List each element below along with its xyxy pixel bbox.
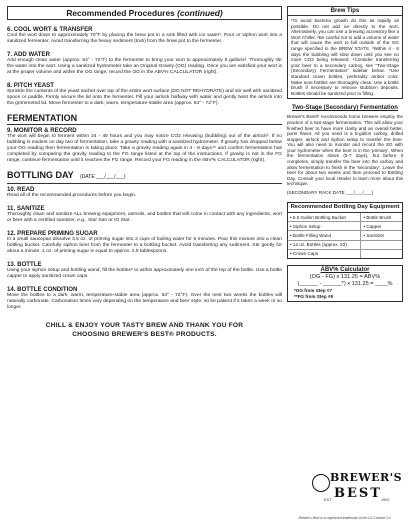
- brew-tips-box: [287, 6, 403, 99]
- equipment-item: • Bottle Filling Wand: [288, 231, 361, 240]
- step-8-heading: 8. PITCH YEAST: [7, 82, 54, 89]
- equipment-item: [361, 240, 402, 249]
- equipment-item: • 12 oz. Bottles (approx. 53): [288, 240, 361, 249]
- equipment-item: • 6.5 Gallon Bottling Bucket: [288, 213, 361, 222]
- step-12-section: [7, 230, 282, 255]
- step-14-section: [7, 286, 282, 311]
- step-8-section: [7, 82, 282, 107]
- side-column: [287, 6, 403, 302]
- brew-tips-title: Brew Tips: [288, 7, 402, 16]
- fermentation-heading: FERMENTATION: [7, 113, 282, 125]
- equipment-table: [288, 213, 402, 258]
- closing-message: [7, 321, 282, 339]
- table-row: [288, 249, 402, 258]
- two-stage-body: Brewer's Best® recommends home brewers employ the practice of a two-stage fermentation. This will allow your finished beer to have more clarity and an overall better, purer flavor. All you need is a 5-gallon carboy, drilled stopper, airlock and siphon setup to transfer the beer. You will also need to monitor and record the SG with your hydrometer when the beer is in the 'primary'. When the fermentation slows (5-7 days), but before it completes, simply transfer the beer into the carboy and allow fermentation to finish in the 'secondary'. Leave the beer for about two weeks and then proceed to Bottling Day. Consult your local retailer to learn more about this technique.: [287, 114, 403, 187]
- logo-est: EST.: [324, 498, 333, 502]
- secondary-rack-date: (SECONDARY RACK DATE ___/___/___): [287, 190, 374, 196]
- logo-year: 1992: [381, 498, 390, 502]
- step-12-body: In a small saucepan dissolve 3.5 oz. of priming sugar into 2 cups of boiling water for 5 minutes. Pour this mixture into a clean bottling bucket. Carefully siphon beer from the fermenter to a bottling bucket. Avoid transferring any sediment. Stir gently for about a minute. 1 oz. of priming sugar is equal to approx. 2.5 tablespoons.: [7, 237, 282, 254]
- main-column: [7, 6, 282, 339]
- equipment-item: • Bottle Brush: [361, 213, 402, 222]
- logo-best: BEST: [334, 486, 382, 501]
- step-12-heading: 12. PREPARE PRIMING SUGAR: [7, 230, 98, 237]
- equipment-box: [287, 202, 403, 259]
- equipment-item: [361, 249, 402, 258]
- logo-seal-icon: [312, 474, 330, 492]
- step-10-body: Read all of the recommended procedures before you begin.: [7, 193, 137, 198]
- equipment-item: • Crown Caps: [288, 249, 361, 258]
- step-6-heading: 6. COOL WORT & TRANSFER: [7, 26, 93, 33]
- step-9-body: The wort will begin to ferment within 24 - 48 hours and you may notice CO2 releasing (bubbling) out of the airlock³. If no bubbling is evident on day two of fermentation, take a gravity reading with a sanitized hydrometer. If gravity has dropped below your OG reading then fermentation is taking place. Take a gravity reading again in 4 - 6 days⁴⁵ and confirm fermentation has completed by comparing the gravity reading to the FG range listed at the top of the instructions. If gravity is not in the FG range, continue fermentation until it reaches the FG range. Record your FG reading in the ABV% CALCULATOR (right).: [7, 134, 282, 163]
- step-14-heading: 14. BOTTLE CONDITION: [7, 286, 78, 293]
- equipment-item: • Siphon Setup: [288, 222, 361, 231]
- page-title: [7, 6, 282, 20]
- step-13-body: Using your siphon setup and bottling wand, fill the bottles⁶ to within approximately one inch of the top of the bottle. Use a bottle capper to apply sanitized crown caps.: [7, 268, 282, 279]
- brew-tips-body: ¹To avoid bacteria growth do this as rapidly as possible. Do not add ice directly to the wort. Alternatively, you can use a brewing accessory like a Wort Chiller. ²Be careful not to add a volume of water that will cause the wort to fall outside of the OG range specified in the BREW STATS. ³Within 4 - 6 days the bubbling will slow down until you see no more CO2 being released. ⁴Consider transferring your beer to a secondary carboy, see "Two-Stage (Secondary) Fermentation" sidebar below. ⁵Use standard crown bottles, preferably amber color. Make sure bottles are thoroughly clean. Use a bottle brush if necessary to remove stubborn deposits. Bottles should be sanitized prior to filling.: [291, 18, 399, 96]
- step-7-body: Add enough clean water (approx. 64° - 72°F) to the fermenter to bring your wort to approximately 5 gallons². Thoroughly stir the water into the wort. Using a sanitized hydrometer take an Original Gravity (OG) reading. Once you are satisfied your wort is at the proper volume and within the OG range, record the OG in the ABV% CALCULATOR (right).: [7, 58, 282, 75]
- step-6-body: Cool the wort down to approximately 70°F by placing the brew pot in a sink filled with ice water¹. Pour or siphon wort into a sanitized fermenter. Avoid transferring the heavy sediment (trub) from the brew pot to the fermenter.: [7, 33, 282, 44]
- step-7-section: [7, 51, 282, 76]
- step-11-section: [7, 205, 282, 224]
- page-title-continued: (continued): [177, 8, 223, 18]
- step-9-section: [7, 127, 282, 164]
- table-row: [288, 231, 402, 240]
- logo-name: BREWER'S: [330, 471, 403, 484]
- table-row: [288, 213, 402, 222]
- bottling-date-field: (DATE ___/___/___): [80, 174, 126, 180]
- table-row: [288, 240, 402, 249]
- abv-note-fg: **FG from Step #9: [294, 293, 334, 299]
- step-13-heading: 13. BOTTLE: [7, 261, 42, 268]
- abv-formula: (OG - FG) x 131.25 = ABV%: [309, 274, 381, 281]
- step-9-heading: 9. MONITOR & RECORD: [7, 127, 77, 134]
- brewers-best-logo: [310, 470, 403, 510]
- equipment-item: • Capper: [361, 222, 402, 231]
- bottling-day-title: BOTTLING DAY: [7, 170, 74, 180]
- step-6-section: [7, 26, 282, 45]
- closing-line-1: CHILL & ENJOY YOUR TASTY BREW AND THANK YOU FOR: [45, 322, 244, 329]
- table-row: [288, 222, 402, 231]
- step-13-section: [7, 261, 282, 280]
- step-8-body: Sprinkle the contents of the yeast sachet over top of the entire wort surface (DO NOT REHYDRATE) and stir well with sanitized spoon or paddle. Firmly secure the lid onto the fermenter. Fill your airlock halfway with water and gently twist the airlock into the grommeted lid. Move fermenter to a dark, warm, temperature-stable area (approx. 64° - 72°F).: [7, 89, 282, 106]
- closing-line-2: CHOOSING BREWER'S BEST® PRODUCTS.: [72, 331, 217, 338]
- abv-title: ABV% Calculator: [320, 267, 370, 274]
- step-10-heading: 10. READ: [7, 186, 35, 193]
- page-title-text: Recommended Procedures: [66, 8, 175, 18]
- step-10-section: [7, 186, 282, 199]
- page: [7, 6, 403, 524]
- two-stage-title: Two-Stage (Secondary) Fermentation: [292, 105, 398, 112]
- abv-calculator-box: [287, 265, 403, 302]
- step-11-heading: 11. SANITIZE: [7, 205, 45, 212]
- abv-note-og: *OG from Step #7: [294, 288, 333, 294]
- bottling-day-heading: [7, 170, 282, 184]
- equipment-item: • Sanitizer: [361, 231, 402, 240]
- step-11-body: Thoroughly clean and sanitize ALL brewing equipment, utensils, and bottles that will come in contact with any ingredients, wort or beer with a certified sanitizer, e.g., Star San or IO Star.: [7, 212, 282, 223]
- trademark-note: Brewer's Best is a registered trademark of the LD Carlson Co.: [298, 516, 392, 520]
- abv-input-line[interactable]: (______ - ______*) x 131.25 = ____%: [297, 281, 393, 288]
- equipment-title: Recommended Bottling Day Equipment: [288, 203, 402, 213]
- step-14-body: Move the bottles to a dark, warm, temperature-stable area (approx. 64° - 72°F). Over the next two weeks the bottles will naturally carbonate. Carbonation times vary depending on the temperature and beer style, so be patient if it takes a week or so longer.: [7, 293, 282, 310]
- step-7-heading: 7. ADD WATER: [7, 51, 50, 58]
